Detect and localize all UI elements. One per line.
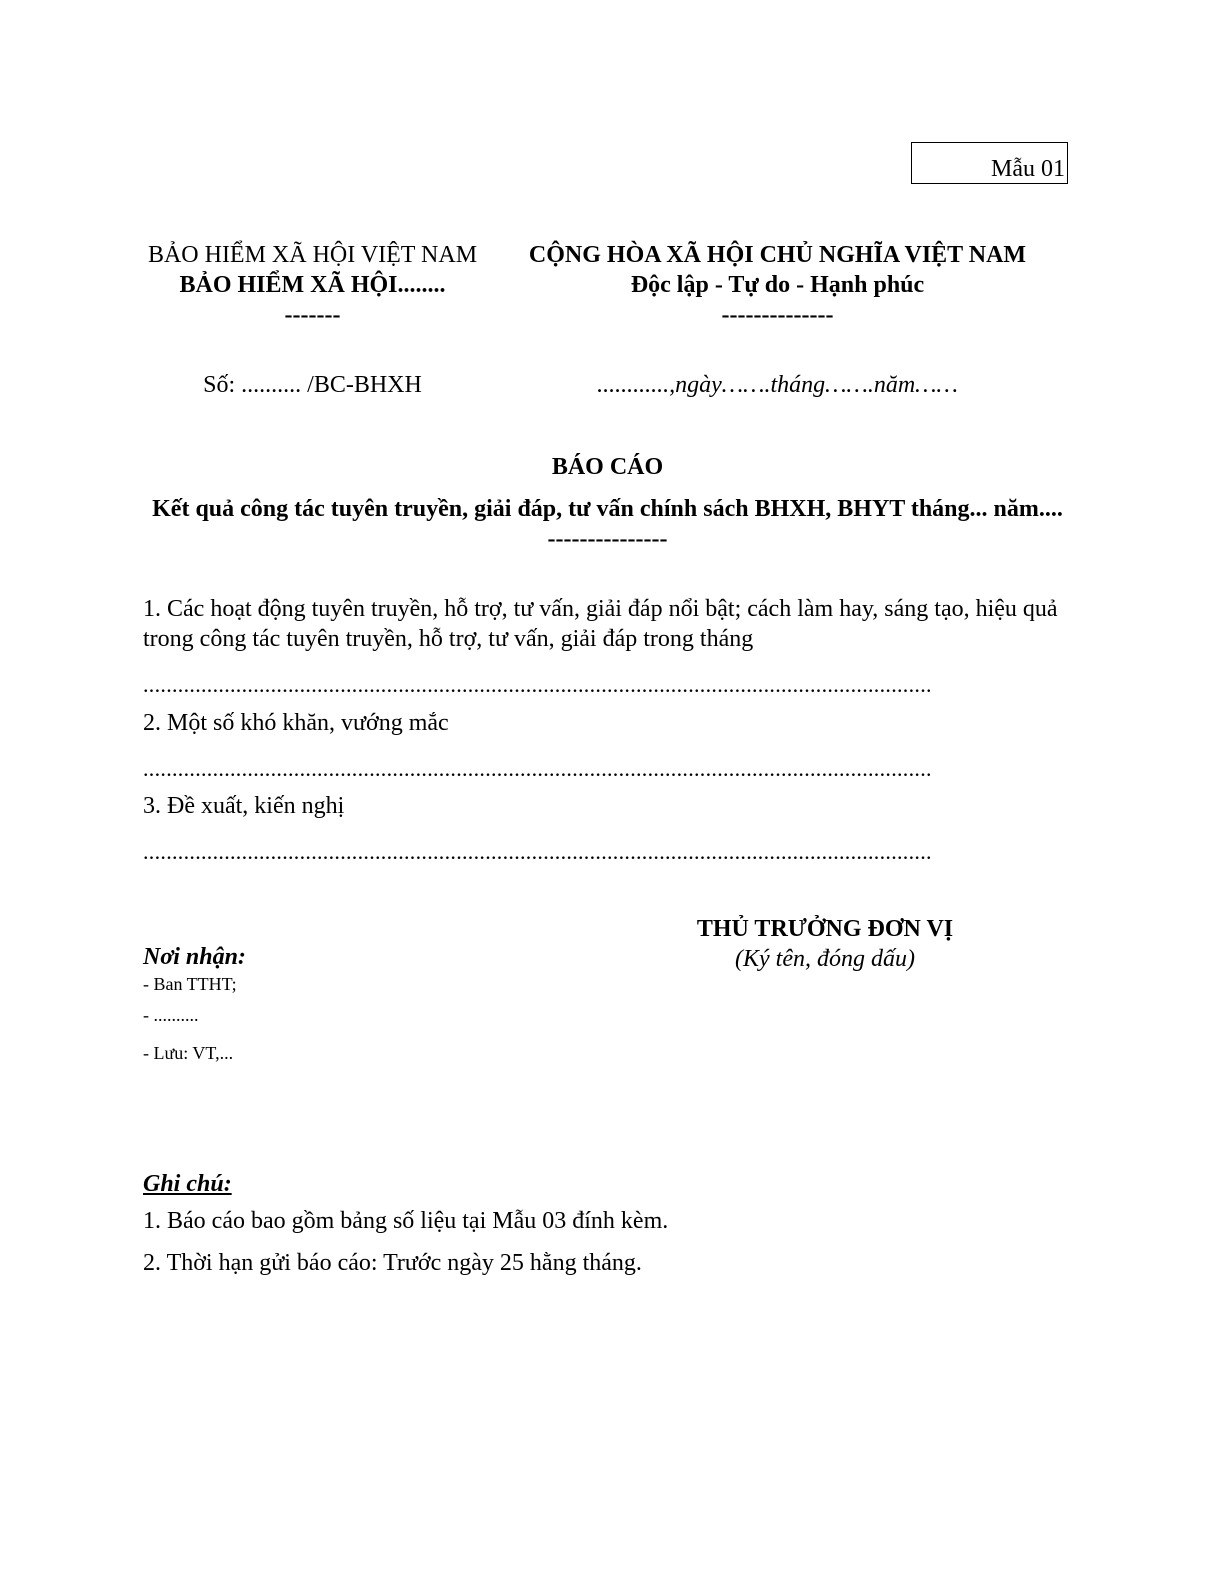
issuer-header (140, 240, 485, 330)
note-item: 1. Báo cáo bao gồm bảng số liệu tại Mẫu 03 đính kèm. (143, 1208, 669, 1234)
form-code: Mẫu 01 (991, 156, 1065, 182)
date-line: ............,ngày…….tháng…….năm…… (597, 372, 958, 398)
signature-title: THỦ TRƯỞNG ĐƠN VỊ (696, 916, 954, 942)
section-fill-2: ........................................................................................................................................ (143, 756, 932, 781)
note-item: 2. Thời hạn gửi báo cáo: Trước ngày 25 hằng tháng. (143, 1250, 642, 1276)
recipient-item: - Ban TTHT; (143, 974, 237, 994)
report-title: BÁO CÁO (551, 454, 664, 480)
section-fill-3: ........................................................................................................................................ (143, 839, 932, 864)
section-fill-1: ........................................................................................................................................ (143, 672, 932, 697)
national-header (490, 240, 1065, 330)
section-heading-1: 1. Các hoạt động tuyên truyền, hỗ trợ, tư vấn, giải đáp nổi bật; cách làm hay, sáng tạo, hiệu quả trong công tác tuyên truyền, hỗ trợ, tư vấn, giải đáp trong tháng (143, 596, 1058, 652)
recipient-item: - .......... (143, 1005, 199, 1025)
recipients-label: Nơi nhận: (143, 944, 246, 970)
motto-separator: -------------- (721, 302, 834, 328)
recipients-block (143, 942, 543, 1072)
document-number: Số: .......... /BC-BHXH (203, 372, 422, 398)
notes-label: Ghi chú: (143, 1171, 232, 1197)
report-title-block (140, 452, 1075, 554)
agency-branch: BẢO HIỂM XÃ HỘI........ (179, 272, 446, 298)
agency-separator: ------- (284, 302, 341, 328)
recipient-item: - Lưu: VT,... (143, 1043, 234, 1063)
form-code-box (911, 142, 1068, 184)
signature-instruction: (Ký tên, đóng dấu) (735, 946, 915, 972)
country-name: CỘNG HÒA XÃ HỘI CHỦ NGHĨA VIỆT NAM (528, 242, 1027, 268)
title-separator: --------------- (547, 526, 668, 552)
section-heading-3: 3. Đề xuất, kiến nghị (143, 793, 345, 819)
notes-block (143, 1168, 1063, 1284)
section-heading-2: 2. Một số khó khăn, vướng mắc (143, 710, 449, 736)
national-motto: Độc lập - Tự do - Hạnh phúc (630, 272, 925, 298)
signature-block (620, 914, 1030, 974)
report-subtitle: Kết quả công tác tuyên truyền, giải đáp, tư vấn chính sách BHXH, BHYT tháng... năm.... (152, 496, 1063, 522)
agency-name: BẢO HIỂM XÃ HỘI VIỆT NAM (147, 242, 478, 268)
